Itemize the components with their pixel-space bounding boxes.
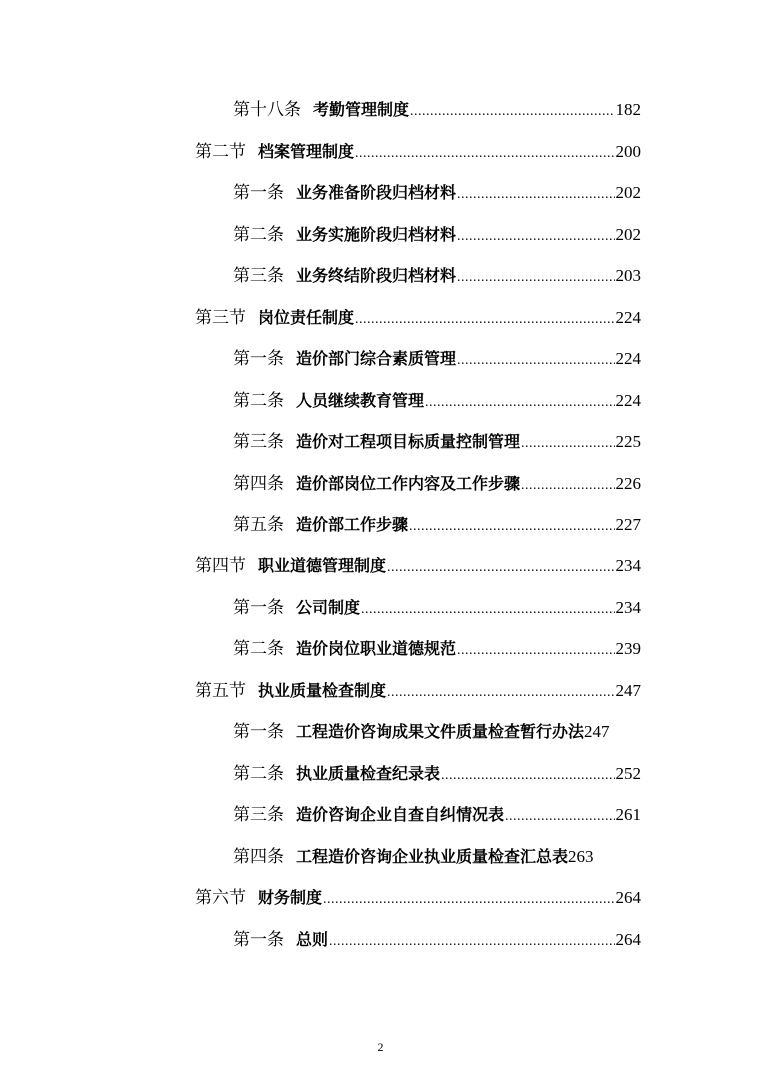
toc-entry-number: 第二节	[195, 142, 246, 162]
toc-entry-number: 第一条	[233, 183, 284, 203]
toc-entry-number: 第二条	[233, 391, 284, 411]
toc-entry-page: 224	[615, 391, 641, 410]
toc-entry-page: 224	[615, 349, 641, 368]
toc-entry[interactable]	[233, 842, 641, 872]
toc-dot-leader	[521, 471, 614, 501]
toc-dot-leader	[505, 802, 614, 832]
toc-dot-leader	[457, 636, 614, 666]
toc-entry[interactable]	[233, 178, 641, 208]
toc-entry-page: 203	[615, 266, 641, 285]
toc-entry-title: 造价部岗位工作内容及工作步骤	[296, 474, 521, 493]
toc-entry-number: 第二条	[233, 639, 284, 659]
toc-entry[interactable]	[233, 427, 641, 457]
toc-entry-title: 造价部门综合素质管理	[296, 349, 457, 368]
toc-entry-number: 第三条	[233, 266, 284, 286]
toc-entry-page: 202	[615, 225, 641, 244]
toc-entry-title: 造价部工作步骤	[296, 515, 409, 534]
toc-dot-leader	[457, 180, 614, 210]
toc-entry-page: 182	[615, 100, 641, 119]
toc-entry-number: 第一条	[233, 349, 284, 369]
toc-entry-title: 业务实施阶段归档材料	[296, 225, 457, 244]
toc-entry[interactable]	[233, 386, 641, 416]
toc-entry-title: 职业道德管理制度	[258, 556, 387, 575]
toc-entry-number: 第二条	[233, 225, 284, 245]
toc-entry-number: 第三节	[195, 308, 246, 328]
toc-entry-number: 第四条	[233, 474, 284, 494]
toc-entry[interactable]	[233, 717, 641, 747]
toc-dot-leader	[521, 429, 614, 459]
toc-dot-leader	[425, 388, 614, 418]
toc-entry-title: 考勤管理制度	[313, 100, 410, 119]
toc-entry-page: 239	[615, 639, 641, 658]
toc-entry-title: 执业质量检查制度	[258, 681, 387, 700]
toc-entry-page: 263	[568, 847, 594, 866]
toc-dot-leader	[355, 139, 614, 169]
toc-entry-title: 造价咨询企业自查自纠情况表	[296, 805, 505, 824]
toc-entry-page: 247	[584, 722, 610, 741]
toc-entry-number: 第六节	[195, 888, 246, 908]
toc-entry-title: 造价对工程项目标质量控制管理	[296, 432, 521, 451]
toc-entry[interactable]	[195, 137, 641, 167]
page-number: 2	[377, 1040, 384, 1054]
toc-entry-number: 第四节	[195, 556, 246, 576]
toc-dot-leader	[457, 222, 614, 252]
toc-entry[interactable]	[233, 925, 641, 955]
toc-entry-number: 第一条	[233, 598, 284, 618]
toc-entry-number: 第二条	[233, 764, 284, 784]
toc-entry[interactable]	[233, 800, 641, 830]
toc-dot-leader	[457, 346, 614, 376]
toc-entry-title: 工程造价咨询企业执业质量检查汇总表	[296, 847, 569, 866]
toc-entry-page: 202	[615, 183, 641, 202]
toc-dot-leader	[409, 512, 614, 542]
toc-dot-leader	[441, 761, 614, 791]
toc-entry-number: 第三条	[233, 432, 284, 452]
toc-dot-leader	[361, 595, 614, 625]
toc-entry-title: 工程造价咨询成果文件质量检查暂行办法	[296, 722, 585, 741]
toc-entry-number: 第一条	[233, 930, 284, 950]
toc-entry[interactable]	[233, 261, 641, 291]
toc-entry-page: 234	[615, 598, 641, 617]
toc-entry-title: 造价岗位职业道德规范	[296, 639, 457, 658]
toc-entry-title: 总则	[296, 930, 329, 949]
toc-entry-page: 224	[615, 308, 641, 327]
toc-entry[interactable]	[233, 759, 641, 789]
toc-entry-number: 第十八条	[233, 100, 301, 120]
toc-entry[interactable]	[233, 510, 641, 540]
toc-entry-title: 执业质量检查纪录表	[296, 764, 441, 783]
toc-entry-number: 第一条	[233, 722, 284, 742]
toc-entry-title: 岗位责任制度	[258, 308, 355, 327]
toc-entry-page: 226	[615, 474, 641, 493]
toc-entry[interactable]	[233, 95, 641, 125]
toc-entry-title: 业务终结阶段归档材料	[296, 266, 457, 285]
toc-dot-leader	[329, 927, 614, 957]
toc-entry-page: 200	[615, 142, 641, 161]
toc-dot-leader	[387, 678, 614, 708]
toc-entry-number: 第五条	[233, 515, 284, 535]
toc-entry-page: 252	[615, 764, 641, 783]
toc-entry-title: 人员继续教育管理	[296, 391, 425, 410]
toc-entry-number: 第三条	[233, 805, 284, 825]
toc-entry-page: 264	[615, 930, 641, 949]
toc-entry[interactable]	[233, 220, 641, 250]
toc-dot-leader	[355, 305, 614, 335]
toc-entry[interactable]	[233, 634, 641, 664]
toc-dot-leader	[387, 553, 614, 583]
toc-entry[interactable]	[195, 883, 641, 913]
toc-dot-leader	[410, 97, 614, 127]
toc-entry-title: 档案管理制度	[258, 142, 355, 161]
toc-dot-leader	[323, 885, 614, 915]
toc-entry[interactable]	[233, 593, 641, 623]
toc-entry-title: 业务准备阶段归档材料	[296, 183, 457, 202]
toc-entry[interactable]	[233, 469, 641, 499]
toc-entry-number: 第四条	[233, 847, 284, 867]
toc-dot-leader	[457, 263, 614, 293]
toc-entry-page: 234	[615, 556, 641, 575]
toc-entry[interactable]	[195, 551, 641, 581]
toc-entry[interactable]	[195, 676, 641, 706]
toc-entry-page: 264	[615, 888, 641, 907]
toc-entry[interactable]	[233, 344, 641, 374]
toc-entry-page: 227	[615, 515, 641, 534]
toc-entry-page: 247	[615, 681, 641, 700]
toc-entry-title: 公司制度	[296, 598, 361, 617]
toc-entry-title: 财务制度	[258, 888, 323, 907]
toc-entry-page: 261	[615, 805, 641, 824]
toc-entry-page: 225	[615, 432, 641, 451]
toc-entry[interactable]	[195, 303, 641, 333]
toc-entry-number: 第五节	[195, 681, 246, 701]
